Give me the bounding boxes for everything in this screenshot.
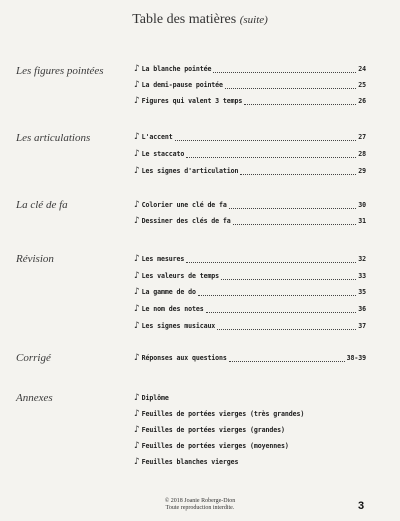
eighth-note-icon: ♪ (134, 352, 140, 363)
dot-leader (206, 308, 357, 313)
eighth-note-icon: ♪ (134, 95, 140, 106)
toc-entry[interactable] (134, 423, 366, 437)
entry-label: Les signes d'articulation (141, 167, 239, 175)
entry-label: La demi-pause pointée (141, 81, 223, 89)
dot-leader (240, 170, 356, 175)
toc-entry[interactable] (134, 94, 366, 108)
eighth-note-icon: ♪ (134, 131, 140, 142)
eighth-note-icon: ♪ (134, 408, 140, 419)
entry-page: 26 (358, 97, 366, 105)
toc-entry[interactable] (134, 269, 366, 283)
dot-leader (186, 153, 356, 158)
footer (0, 498, 400, 512)
toc-entry[interactable] (134, 455, 366, 469)
toc-entry[interactable] (134, 62, 366, 76)
entry-page: 25 (358, 81, 366, 89)
entry-label: Colorier une clé de fa (141, 201, 227, 209)
footer-rights: Toute reproduction interdite. (165, 505, 235, 511)
section-title: Annexes (16, 392, 53, 404)
eighth-note-icon: ♪ (134, 199, 140, 210)
toc-entry[interactable] (134, 130, 366, 144)
entry-label: Feuilles blanches vierges (141, 458, 239, 466)
eighth-note-icon: ♪ (134, 215, 140, 226)
toc-entry[interactable] (134, 198, 366, 212)
section-title: Les articulations (16, 132, 91, 144)
dot-leader (244, 100, 356, 105)
eighth-note-icon: ♪ (134, 165, 140, 176)
entry-page: 27 (358, 133, 366, 141)
dot-leader (233, 220, 357, 225)
entry-label: Feuilles de portées vierges (très grandes) (141, 410, 305, 418)
section-title: Les figures pointées (16, 65, 104, 77)
entry-label: La gamme de do (141, 288, 196, 296)
page-number: 3 (358, 500, 365, 512)
toc-entry[interactable] (134, 319, 366, 333)
entry-page: 28 (358, 150, 366, 158)
entry-label: Feuilles de portées vierges (grandes) (141, 426, 285, 434)
entry-label: La blanche pointée (141, 65, 212, 73)
entry-page: 29 (358, 167, 366, 175)
entry-label: Le staccato (141, 150, 185, 158)
page-title (0, 12, 400, 28)
toc-entry[interactable] (134, 78, 366, 92)
entry-label: Feuilles de portées vierges (moyennes) (141, 442, 289, 450)
eighth-note-icon: ♪ (134, 392, 140, 403)
toc-entry[interactable] (134, 252, 366, 266)
eighth-note-icon: ♪ (134, 456, 140, 467)
eighth-note-icon: ♪ (134, 63, 140, 74)
entry-label: Figures qui valent 3 temps (141, 97, 243, 105)
eighth-note-icon: ♪ (134, 148, 140, 159)
toc-entry[interactable] (134, 164, 366, 178)
entry-page: 36 (358, 305, 366, 313)
dot-leader (217, 325, 356, 330)
toc-entry[interactable] (134, 302, 366, 316)
eighth-note-icon: ♪ (134, 79, 140, 90)
dot-leader (225, 84, 356, 89)
eighth-note-icon: ♪ (134, 424, 140, 435)
toc-entry[interactable] (134, 391, 366, 405)
entry-page: 38-39 (346, 354, 366, 362)
entry-label: Les signes musicaux (141, 322, 216, 330)
page-title-suite: (suite) (239, 14, 268, 26)
eighth-note-icon: ♪ (134, 253, 140, 264)
toc-entry[interactable] (134, 407, 366, 421)
dot-leader (221, 275, 356, 280)
dot-leader (229, 204, 356, 209)
entry-label: Réponses aux questions (141, 354, 227, 362)
section-title: Révision (16, 253, 54, 265)
entry-label: Diplôme (141, 394, 169, 402)
eighth-note-icon: ♪ (134, 270, 140, 281)
dot-leader (229, 357, 345, 362)
dot-leader (198, 291, 356, 296)
entry-page: 24 (358, 65, 366, 73)
entry-page: 30 (358, 201, 366, 209)
entry-label: L'accent (141, 133, 173, 141)
entry-label: Le nom des notes (141, 305, 204, 313)
footer-copyright: © 2018 Joanie Roberge-Dion (164, 498, 236, 504)
toc-entry[interactable] (134, 439, 366, 453)
toc-entry[interactable] (134, 285, 366, 299)
eighth-note-icon: ♪ (134, 303, 140, 314)
section-title: Corrigé (16, 352, 51, 364)
entry-page: 32 (358, 255, 366, 263)
entry-page: 33 (358, 272, 366, 280)
entry-page: 31 (358, 217, 366, 225)
entry-label: Les valeurs de temps (141, 272, 220, 280)
eighth-note-icon: ♪ (134, 440, 140, 451)
dot-leader (175, 136, 357, 141)
page-title-text: Table des matières (132, 12, 237, 27)
entry-label: Dessiner des clés de fa (141, 217, 231, 225)
entry-page: 37 (358, 322, 366, 330)
toc-entry[interactable] (134, 147, 366, 161)
toc-entry[interactable] (134, 214, 366, 228)
section-title: La clé de fa (16, 199, 68, 211)
eighth-note-icon: ♪ (134, 320, 140, 331)
toc-entry[interactable] (134, 351, 366, 365)
entry-page: 35 (358, 288, 366, 296)
eighth-note-icon: ♪ (134, 286, 140, 297)
entry-label: Les mesures (141, 255, 185, 263)
dot-leader (186, 258, 356, 263)
dot-leader (213, 68, 356, 73)
